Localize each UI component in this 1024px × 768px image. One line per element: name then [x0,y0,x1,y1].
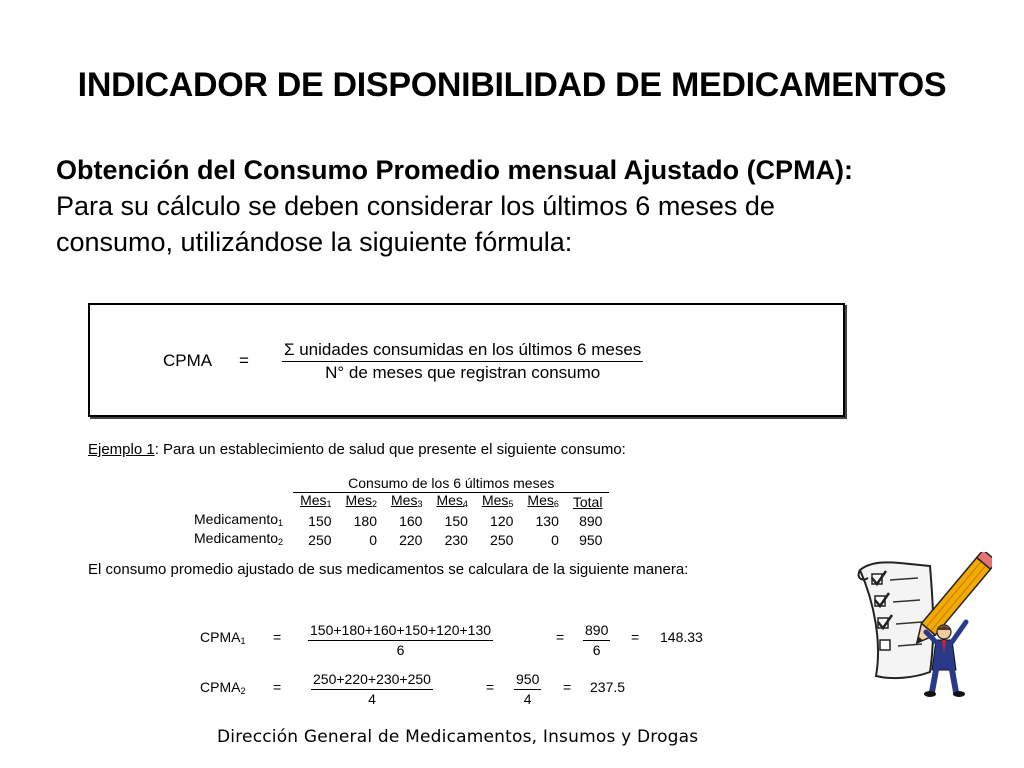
table-header: Mes$_1$ [300,492,332,509]
table-row [192,512,609,531]
calc2-total-numerator: 950 [514,671,541,690]
checklist-pencil-man-icon [852,552,992,702]
table-header: Total [572,494,603,510]
formula-fraction [282,340,643,383]
calc1-equals: = [273,629,282,645]
table-cell: 150 [308,513,332,529]
formula-equals: = [239,351,249,370]
consumption-description: El consumo promedio ajustado de sus medicamentos se calculara de la siguiente manera: [88,561,689,578]
table-header: Mes$_3$ [391,492,423,509]
table-cell: 160 [399,513,423,529]
row-label: Medicamento$_1$ [194,511,284,528]
calc1-equals: = [631,629,640,645]
calc2-fraction [311,671,433,708]
formula-label: CPMA [163,351,213,370]
table-cell: 0 [551,532,559,548]
table-cell: 0 [369,532,377,548]
example-line [88,441,626,458]
calc2-label: $CPMA_2$ [200,679,246,696]
calc2-equals: = [563,679,572,695]
table-cell: 230 [444,532,468,548]
calc1-denominator: 6 [396,642,405,658]
table-cell: 950 [579,532,603,548]
calc1-fraction [308,622,493,659]
formula-denominator: N° de meses que registran consumo [325,363,601,382]
calc2-fraction-total [514,671,541,708]
calc1-total-numerator: 890 [583,622,610,641]
calc1-total-denominator: 6 [592,642,601,658]
table-header: Mes$_2$ [345,492,377,509]
consumption-table [192,476,609,550]
table-header: Mes$_4$ [436,492,468,509]
calc2-total-denominator: 4 [523,691,532,707]
formula-numerator: Σ unidades consumidas en los últimos 6 meses [282,340,643,362]
table-cell: 180 [353,513,377,529]
calc1-result: 148.33 [660,629,703,645]
table-cell: 120 [490,513,514,529]
calc2-equals: = [486,679,495,695]
intro-text [56,152,956,260]
intro-line-2: consumo, utilizándose la siguiente fórmula: [56,227,573,257]
intro-line-1: Para su cálculo se deben considerar los últimos 6 meses de [56,191,775,221]
calc1-equals: = [556,629,565,645]
table-cell: 220 [399,532,423,548]
table-caption: Consumo de los 6 últimos meses [293,476,609,493]
table-caption-row [192,476,609,493]
table-cell: 250 [490,532,514,548]
intro-heading: Obtención del Consumo Promedio mensual Ajustado (CPMA): [56,155,854,185]
table-header-row [192,493,609,513]
table-cell: 150 [444,513,468,529]
calc2-numerator: 250+220+230+250 [311,671,433,690]
table-cell: 130 [535,513,559,529]
calc1-fraction-total [583,622,610,659]
table-header: Mes$_6$ [527,492,559,509]
example-text: : Para un establecimiento de salud que presente el siguiente consumo: [154,441,626,458]
calc2-equals: = [273,679,282,695]
row-label: Medicamento$_2$ [194,530,284,547]
table-row [192,531,609,550]
page-title: INDICADOR DE DISPONIBILIDAD DE MEDICAMENTOS [77,66,947,104]
calc2-result: 237.5 [590,679,626,695]
calc1-numerator: 150+180+160+150+120+130 [308,622,493,641]
calc2-denominator: 4 [368,691,376,707]
table-cell: 250 [308,532,332,548]
table-cell: 890 [579,513,603,529]
example-label: Ejemplo 1 [88,441,155,458]
calc1-label: $CPMA_1$ [200,629,246,646]
table-header: Mes$_5$ [481,492,514,509]
footer-text: Dirección General de Medicamentos, Insumos y Drogas [217,727,699,747]
